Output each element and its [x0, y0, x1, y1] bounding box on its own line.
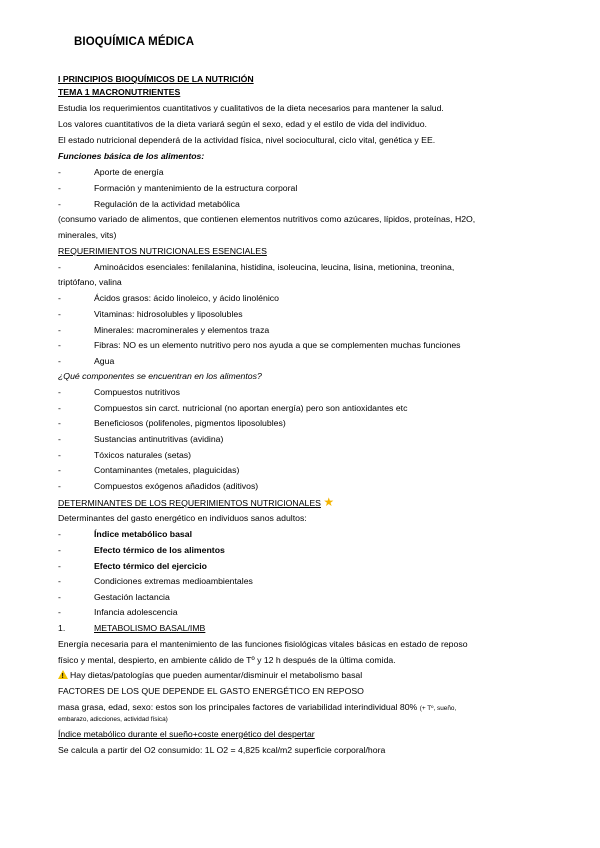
list-item: Compuestos sin carct. nutricional (no aportan energía) pero son antioxidantes etc	[94, 403, 408, 413]
bullet-dash: -	[58, 403, 61, 413]
list-item: Sustancias antinutritivas (avidina)	[94, 434, 224, 444]
factores-text: masa grasa, edad, sexo: estos son los principales factores de variabilidad interindividual 80%	[58, 702, 418, 712]
list-item: Vitaminas: hidrosolubles y liposolubles	[94, 309, 243, 319]
star-icon: ★	[323, 495, 335, 509]
bullet-dash: -	[58, 262, 61, 272]
list-item: Gestación lactancia	[94, 592, 170, 602]
consumo-line: minerales, vits)	[58, 230, 117, 240]
bullet-dash: -	[58, 325, 61, 335]
bullet-dash: -	[58, 356, 61, 366]
requerimientos-heading: REQUERIMIENTOS NUTRICIONALES ESENCIALES	[58, 246, 267, 256]
bullet-dash: -	[58, 481, 61, 491]
list-item-continuation: triptófano, valina	[58, 277, 122, 287]
list-item: Ácidos grasos: ácido linoleico, y ácido linolénico	[94, 293, 279, 303]
factores-heading: FACTORES DE LOS QUE DEPENDE EL GASTO ENERGÉTICO EN REPOSO	[58, 686, 364, 696]
list-item: Fibras: NO es un elemento nutritivo pero nos ayuda a que se complementen muchas funciones	[94, 340, 461, 350]
list-item: Tóxicos naturales (setas)	[94, 450, 192, 460]
list-item: Contaminantes (metales, plaguicidas)	[94, 465, 240, 475]
factores-note-cont: embarazo, adicciones, actividad física)	[58, 716, 168, 723]
list-item: Infancia adolescencia	[94, 607, 178, 617]
bullet-dash: -	[58, 576, 61, 586]
consumo-line: (consumo variado de alimentos, que contienen elementos nutritivos como azúcares, lípidos, proteínas, H2O,	[58, 214, 476, 224]
intro-line: Los valores cuantitativos de la dieta variará según el sexo, edad y el estilo de vida del individuo.	[58, 119, 427, 129]
bullet-dash: -	[58, 199, 61, 209]
list-item: Beneficiosos (polifenoles, pigmentos liposolubles)	[94, 418, 286, 428]
bullet-dash: -	[58, 529, 61, 539]
list-item: Efecto térmico del ejercicio	[94, 561, 207, 571]
indice-heading: Índice metabólico durante el sueño+coste energético del despertar	[58, 729, 315, 739]
list-item: Agua	[94, 356, 115, 366]
bullet-dash: -	[58, 434, 61, 444]
list-item: Índice metabólico basal	[94, 529, 193, 539]
determinantes-heading: DETERMINANTES DE LOS REQUERIMIENTOS NUTRICIONALES	[58, 498, 321, 508]
bullet-dash: -	[58, 561, 61, 571]
bullet-dash: -	[58, 309, 61, 319]
topic-heading: TEMA 1 MACRONUTRIENTES	[58, 87, 181, 97]
bullet-dash: -	[58, 418, 61, 428]
document-title: BIOQUÍMICA MÉDICA	[74, 36, 195, 48]
bullet-dash: -	[58, 340, 61, 350]
metabolismo-line: físico y mental, despierto, en ambiente cálido de Tº y 12 h después de la última comida.	[58, 655, 396, 665]
list-item: Minerales: macrominerales y elementos traza	[94, 325, 270, 335]
bullet-dash: -	[58, 592, 61, 602]
list-item: Formación y mantenimiento de la estructura corporal	[94, 183, 298, 193]
list-item: Aminoácidos esenciales: fenilalanina, histidina, isoleucina, leucina, lisina, metionina, treonina,	[94, 262, 455, 272]
funciones-heading: Funciones básica de los alimentos:	[58, 151, 205, 161]
bullet-dash: -	[58, 167, 61, 177]
metabolismo-heading: METABOLISMO BASAL/IMB	[94, 623, 206, 633]
metabolismo-line: Energía necesaria para el mantenimiento de las funciones fisiológicas vitales básicas en estado de reposo	[58, 639, 468, 649]
intro-line: Estudia los requerimientos cuantitativos y cualitativos de la dieta necesarios para mantener la salud.	[58, 103, 444, 113]
list-item: Efecto térmico de los alimentos	[94, 545, 225, 555]
list-item: Aporte de energía	[94, 167, 164, 177]
intro-line: El estado nutricional dependerá de la actividad física, nivel sociocultural, ciclo vital, genética y EE.	[58, 135, 436, 145]
section-heading: I PRINCIPIOS BIOQUÍMICOS DE LA NUTRICIÓN	[58, 74, 254, 84]
factores-note: (+ Tº, sueño,	[419, 705, 457, 712]
list-item: Compuestos exógenos añadidos (aditivos)	[94, 481, 259, 491]
factores-row	[58, 702, 456, 714]
numbered-marker: 1.	[58, 623, 66, 633]
list-item: Condiciones extremas medioambientales	[94, 576, 253, 586]
determinantes-heading-row	[58, 497, 334, 509]
bullet-dash: -	[58, 607, 61, 617]
bullet-dash: -	[58, 387, 61, 397]
bullet-dash: -	[58, 293, 61, 303]
warning-text: Hay dietas/patologías que pueden aumentar/disminuir el metabolismo basal	[70, 670, 363, 680]
determinantes-subheading: Determinantes del gasto energético en individuos sanos adultos:	[58, 513, 307, 523]
componentes-heading: ¿Qué componentes se encuentran en los alimentos?	[58, 371, 262, 381]
bullet-dash: -	[58, 465, 61, 475]
list-item: Compuestos nutritivos	[94, 387, 180, 397]
calculo-line: Se calcula a partir del O2 consumido: 1L O2 = 4,825 kcal/m2 superficie corporal/hora	[58, 745, 386, 755]
bullet-dash: -	[58, 183, 61, 193]
bullet-dash: -	[58, 545, 61, 555]
bullet-dash: -	[58, 450, 61, 460]
warning-row	[58, 670, 362, 681]
warning-icon	[58, 670, 68, 679]
list-item: Regulación de la actividad metabólica	[94, 199, 240, 209]
